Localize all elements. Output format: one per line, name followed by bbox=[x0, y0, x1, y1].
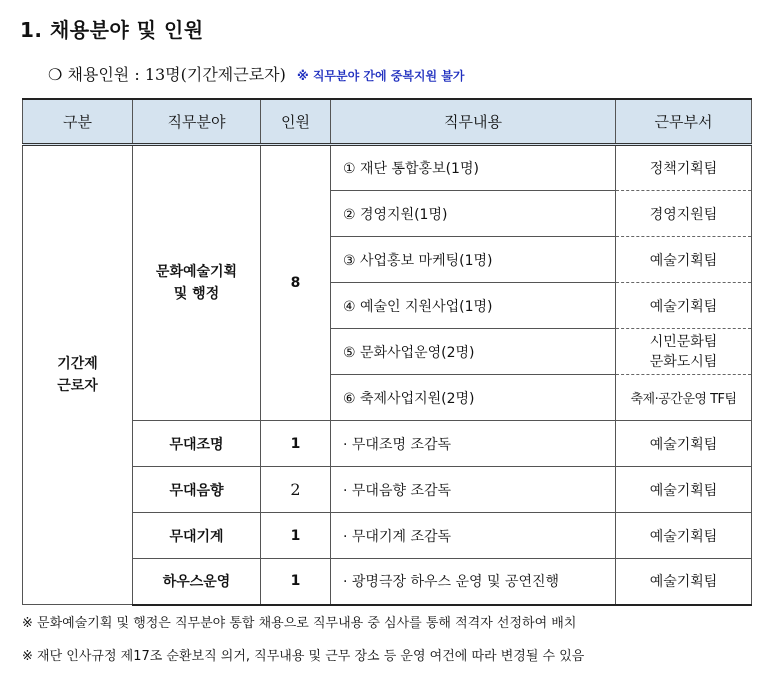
footnote: ※ 재단 인사규정 제17조 순환보직 의거, 직무내용 및 근무 장소 등 운영 여건에 따라 변경될 수 있음 bbox=[22, 649, 585, 664]
header-department: 근무부서 bbox=[616, 99, 752, 145]
recruitment-table bbox=[22, 98, 752, 606]
department-cell: 예술기획팀 bbox=[616, 513, 752, 559]
table-row bbox=[23, 559, 752, 605]
headcount-cell: 2 bbox=[261, 467, 331, 513]
headcount-cell: 1 bbox=[261, 513, 331, 559]
duty-cell: ⑤ 문화사업운영(2명) bbox=[331, 329, 616, 375]
department-cell: 시민문화팀 문화도시팀 bbox=[616, 329, 752, 375]
section-heading: 1. 채용분야 및 인원 bbox=[20, 18, 204, 42]
department-cell: 예술기획팀 bbox=[616, 237, 752, 283]
table-row bbox=[23, 467, 752, 513]
table-header-row bbox=[23, 99, 752, 145]
recruitment-count-text: 채용인원 : 13명(기간제근로자) bbox=[67, 65, 286, 84]
circle-bullet-icon: ❍ bbox=[48, 65, 63, 84]
table-row bbox=[23, 421, 752, 467]
footnote: ※ 문화예술기획 및 행정은 직무분야 통합 채용으로 직무내용 중 심사를 통해 적격자 선정하여 배치 bbox=[22, 616, 577, 631]
duty-cell: ① 재단 통합홍보(1명) bbox=[331, 145, 616, 191]
department-cell: 예술기획팀 bbox=[616, 559, 752, 605]
table-row bbox=[23, 145, 752, 191]
department-cell: 경영지원팀 bbox=[616, 191, 752, 237]
recruitment-summary bbox=[48, 62, 464, 85]
job-field-cell: 무대조명 bbox=[133, 421, 261, 467]
department-cell: 축제·공간운영 TF팀 bbox=[616, 375, 752, 421]
headcount-cell: 1 bbox=[261, 559, 331, 605]
job-field-cell: 무대음향 bbox=[133, 467, 261, 513]
department-cell: 예술기획팀 bbox=[616, 421, 752, 467]
duty-cell: ④ 예술인 지원사업(1명) bbox=[331, 283, 616, 329]
duplicate-application-note: ※ 직무분야 간에 중복지원 불가 bbox=[296, 69, 465, 83]
department-cell: 예술기획팀 bbox=[616, 283, 752, 329]
department-cell: 정책기획팀 bbox=[616, 145, 752, 191]
headcount-cell: 1 bbox=[261, 421, 331, 467]
header-job-duties: 직무내용 bbox=[331, 99, 616, 145]
duty-cell: ③ 사업홍보 마케팅(1명) bbox=[331, 237, 616, 283]
category-cell: 기간제 근로자 bbox=[23, 145, 133, 605]
job-field-cell: 문화예술기획 및 행정 bbox=[133, 145, 261, 421]
headcount-cell: 8 bbox=[261, 145, 331, 421]
department-cell: 예술기획팀 bbox=[616, 467, 752, 513]
job-field-cell: 무대기계 bbox=[133, 513, 261, 559]
header-category: 구분 bbox=[23, 99, 133, 145]
duty-cell: · 무대음향 조감독 bbox=[331, 467, 616, 513]
duty-cell: · 광명극장 하우스 운영 및 공연진행 bbox=[331, 559, 616, 605]
table-row bbox=[23, 513, 752, 559]
header-job-field: 직무분야 bbox=[133, 99, 261, 145]
job-field-cell: 하우스운영 bbox=[133, 559, 261, 605]
duty-cell: ② 경영지원(1명) bbox=[331, 191, 616, 237]
header-headcount: 인원 bbox=[261, 99, 331, 145]
duty-cell: · 무대조명 조감독 bbox=[331, 421, 616, 467]
duty-cell: · 무대기계 조감독 bbox=[331, 513, 616, 559]
duty-cell: ⑥ 축제사업지원(2명) bbox=[331, 375, 616, 421]
